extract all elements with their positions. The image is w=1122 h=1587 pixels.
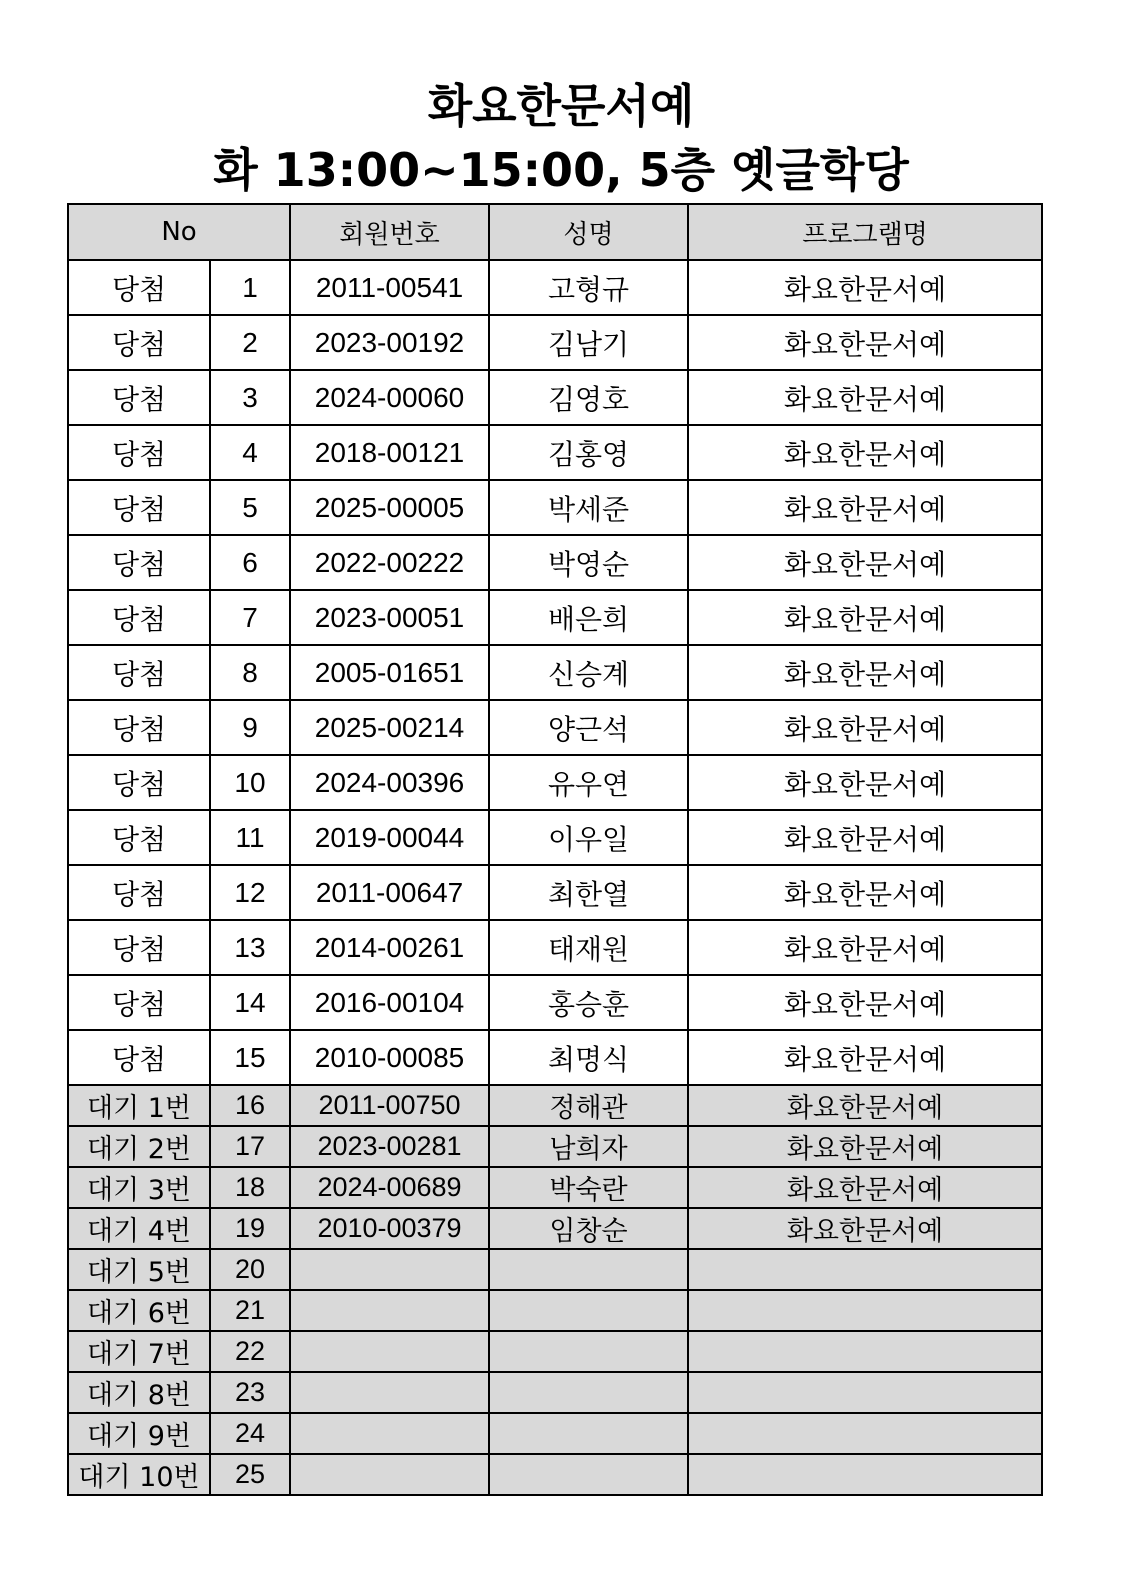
- status-cell: 당첨: [68, 865, 210, 920]
- status-cell: 대기 2번: [68, 1126, 210, 1167]
- status-cell: 대기 9번: [68, 1413, 210, 1454]
- winner-row: [68, 315, 1042, 370]
- member-name-cell: 남희자: [489, 1126, 688, 1167]
- status-cell: 당첨: [68, 260, 210, 315]
- member-name-cell: [489, 1249, 688, 1290]
- member-name-cell: 태재원: [489, 920, 688, 975]
- row-number-cell: 4: [210, 425, 290, 480]
- member-name-cell: 고형규: [489, 260, 688, 315]
- member-name-cell: 김영호: [489, 370, 688, 425]
- waitlist-row: [68, 1290, 1042, 1331]
- row-number-cell: 23: [210, 1372, 290, 1413]
- member-name-cell: [489, 1454, 688, 1495]
- column-header-member-id: 회원번호: [290, 204, 489, 260]
- status-cell: 대기 3번: [68, 1167, 210, 1208]
- member-id-cell: 2011-00647: [290, 865, 489, 920]
- table-header-row: [68, 204, 1042, 260]
- member-id-cell: 2023-00192: [290, 315, 489, 370]
- waitlist-row: [68, 1208, 1042, 1249]
- member-name-cell: 정해관: [489, 1085, 688, 1126]
- row-number-cell: 12: [210, 865, 290, 920]
- program-name-cell: 화요한문서예: [688, 480, 1042, 535]
- row-number-cell: 15: [210, 1030, 290, 1085]
- row-number-cell: 9: [210, 700, 290, 755]
- member-id-cell: [290, 1454, 489, 1495]
- winner-row: [68, 260, 1042, 315]
- waitlist-row: [68, 1167, 1042, 1208]
- program-name-cell: 화요한문서예: [688, 590, 1042, 645]
- program-name-cell: 화요한문서예: [688, 920, 1042, 975]
- member-name-cell: 최명식: [489, 1030, 688, 1085]
- winner-row: [68, 535, 1042, 590]
- page-title: 화요한문서예: [427, 79, 695, 133]
- status-cell: 당첨: [68, 645, 210, 700]
- roster-body: [68, 260, 1042, 1495]
- winner-row: [68, 920, 1042, 975]
- winner-row: [68, 425, 1042, 480]
- member-name-cell: [489, 1331, 688, 1372]
- program-name-cell: 화요한문서예: [688, 315, 1042, 370]
- status-cell: 당첨: [68, 700, 210, 755]
- row-number-cell: 24: [210, 1413, 290, 1454]
- member-name-cell: 임창순: [489, 1208, 688, 1249]
- member-id-cell: 2025-00214: [290, 700, 489, 755]
- status-cell: 당첨: [68, 590, 210, 645]
- status-cell: 당첨: [68, 810, 210, 865]
- program-name-cell: 화요한문서예: [688, 1126, 1042, 1167]
- member-name-cell: 이우일: [489, 810, 688, 865]
- member-name-cell: 박영순: [489, 535, 688, 590]
- member-name-cell: 박숙란: [489, 1167, 688, 1208]
- status-cell: 당첨: [68, 425, 210, 480]
- waitlist-row: [68, 1085, 1042, 1126]
- member-name-cell: 박세준: [489, 480, 688, 535]
- status-cell: 대기 4번: [68, 1208, 210, 1249]
- status-cell: 당첨: [68, 755, 210, 810]
- member-id-cell: 2023-00051: [290, 590, 489, 645]
- program-name-cell: 화요한문서예: [688, 1085, 1042, 1126]
- row-number-cell: 8: [210, 645, 290, 700]
- winner-row: [68, 975, 1042, 1030]
- roster-table: [67, 203, 1043, 1496]
- row-number-cell: 21: [210, 1290, 290, 1331]
- row-number-cell: 2: [210, 315, 290, 370]
- member-id-cell: 2022-00222: [290, 535, 489, 590]
- member-id-cell: [290, 1372, 489, 1413]
- row-number-cell: 13: [210, 920, 290, 975]
- status-cell: 당첨: [68, 315, 210, 370]
- program-name-cell: 화요한문서예: [688, 260, 1042, 315]
- member-name-cell: 홍승훈: [489, 975, 688, 1030]
- program-name-cell: 화요한문서예: [688, 535, 1042, 590]
- member-id-cell: 2025-00005: [290, 480, 489, 535]
- member-id-cell: [290, 1331, 489, 1372]
- status-cell: 당첨: [68, 1030, 210, 1085]
- winner-row: [68, 370, 1042, 425]
- waitlist-row: [68, 1372, 1042, 1413]
- winner-row: [68, 590, 1042, 645]
- program-name-cell: 화요한문서예: [688, 425, 1042, 480]
- row-number-cell: 14: [210, 975, 290, 1030]
- program-name-cell: 화요한문서예: [688, 1030, 1042, 1085]
- waitlist-row: [68, 1413, 1042, 1454]
- member-id-cell: 2005-01651: [290, 645, 489, 700]
- member-id-cell: 2019-00044: [290, 810, 489, 865]
- winner-row: [68, 700, 1042, 755]
- waitlist-row: [68, 1454, 1042, 1495]
- member-name-cell: 유우연: [489, 755, 688, 810]
- member-id-cell: 2010-00379: [290, 1208, 489, 1249]
- program-name-cell: 화요한문서예: [688, 865, 1042, 920]
- winner-row: [68, 645, 1042, 700]
- row-number-cell: 5: [210, 480, 290, 535]
- waitlist-row: [68, 1331, 1042, 1372]
- row-number-cell: 11: [210, 810, 290, 865]
- status-cell: 대기 8번: [68, 1372, 210, 1413]
- column-header-no: No: [68, 204, 290, 260]
- member-name-cell: [489, 1413, 688, 1454]
- status-cell: 당첨: [68, 920, 210, 975]
- row-number-cell: 3: [210, 370, 290, 425]
- member-name-cell: [489, 1290, 688, 1331]
- program-name-cell: [688, 1372, 1042, 1413]
- column-header-name: 성명: [489, 204, 688, 260]
- winner-row: [68, 810, 1042, 865]
- status-cell: 대기 6번: [68, 1290, 210, 1331]
- program-name-cell: 화요한문서예: [688, 1208, 1042, 1249]
- member-name-cell: [489, 1372, 688, 1413]
- row-number-cell: 22: [210, 1331, 290, 1372]
- waitlist-row: [68, 1126, 1042, 1167]
- program-name-cell: 화요한문서예: [688, 755, 1042, 810]
- status-cell: 대기 7번: [68, 1331, 210, 1372]
- member-name-cell: 배은희: [489, 590, 688, 645]
- member-id-cell: 2011-00541: [290, 260, 489, 315]
- member-id-cell: [290, 1413, 489, 1454]
- status-cell: 당첨: [68, 480, 210, 535]
- program-name-cell: 화요한문서예: [688, 810, 1042, 865]
- winner-row: [68, 865, 1042, 920]
- row-number-cell: 7: [210, 590, 290, 645]
- member-id-cell: 2010-00085: [290, 1030, 489, 1085]
- program-name-cell: [688, 1454, 1042, 1495]
- member-name-cell: 김홍영: [489, 425, 688, 480]
- member-id-cell: 2018-00121: [290, 425, 489, 480]
- waitlist-row: [68, 1249, 1042, 1290]
- row-number-cell: 19: [210, 1208, 290, 1249]
- member-id-cell: 2024-00396: [290, 755, 489, 810]
- member-id-cell: 2023-00281: [290, 1126, 489, 1167]
- member-name-cell: 김남기: [489, 315, 688, 370]
- program-name-cell: 화요한문서예: [688, 370, 1042, 425]
- row-number-cell: 10: [210, 755, 290, 810]
- winner-row: [68, 755, 1042, 810]
- member-id-cell: 2014-00261: [290, 920, 489, 975]
- status-cell: 당첨: [68, 370, 210, 425]
- member-name-cell: 양근석: [489, 700, 688, 755]
- page-subtitle: 화 13:00~15:00, 5층 옛글학당: [213, 143, 909, 197]
- program-name-cell: 화요한문서예: [688, 645, 1042, 700]
- status-cell: 대기 10번: [68, 1454, 210, 1495]
- row-number-cell: 6: [210, 535, 290, 590]
- row-number-cell: 1: [210, 260, 290, 315]
- row-number-cell: 25: [210, 1454, 290, 1495]
- row-number-cell: 16: [210, 1085, 290, 1126]
- member-id-cell: 2024-00689: [290, 1167, 489, 1208]
- program-name-cell: [688, 1413, 1042, 1454]
- status-cell: 당첨: [68, 975, 210, 1030]
- program-name-cell: 화요한문서예: [688, 975, 1042, 1030]
- program-name-cell: [688, 1290, 1042, 1331]
- member-id-cell: 2024-00060: [290, 370, 489, 425]
- column-header-program: 프로그램명: [688, 204, 1042, 260]
- member-id-cell: 2011-00750: [290, 1085, 489, 1126]
- status-cell: 당첨: [68, 535, 210, 590]
- winner-row: [68, 1030, 1042, 1085]
- program-name-cell: 화요한문서예: [688, 1167, 1042, 1208]
- member-name-cell: 신승계: [489, 645, 688, 700]
- status-cell: 대기 1번: [68, 1085, 210, 1126]
- member-id-cell: [290, 1290, 489, 1331]
- member-name-cell: 최한열: [489, 865, 688, 920]
- member-id-cell: [290, 1249, 489, 1290]
- row-number-cell: 17: [210, 1126, 290, 1167]
- winner-row: [68, 480, 1042, 535]
- member-id-cell: 2016-00104: [290, 975, 489, 1030]
- row-number-cell: 20: [210, 1249, 290, 1290]
- program-name-cell: [688, 1331, 1042, 1372]
- status-cell: 대기 5번: [68, 1249, 210, 1290]
- program-name-cell: 화요한문서예: [688, 700, 1042, 755]
- program-name-cell: [688, 1249, 1042, 1290]
- row-number-cell: 18: [210, 1167, 290, 1208]
